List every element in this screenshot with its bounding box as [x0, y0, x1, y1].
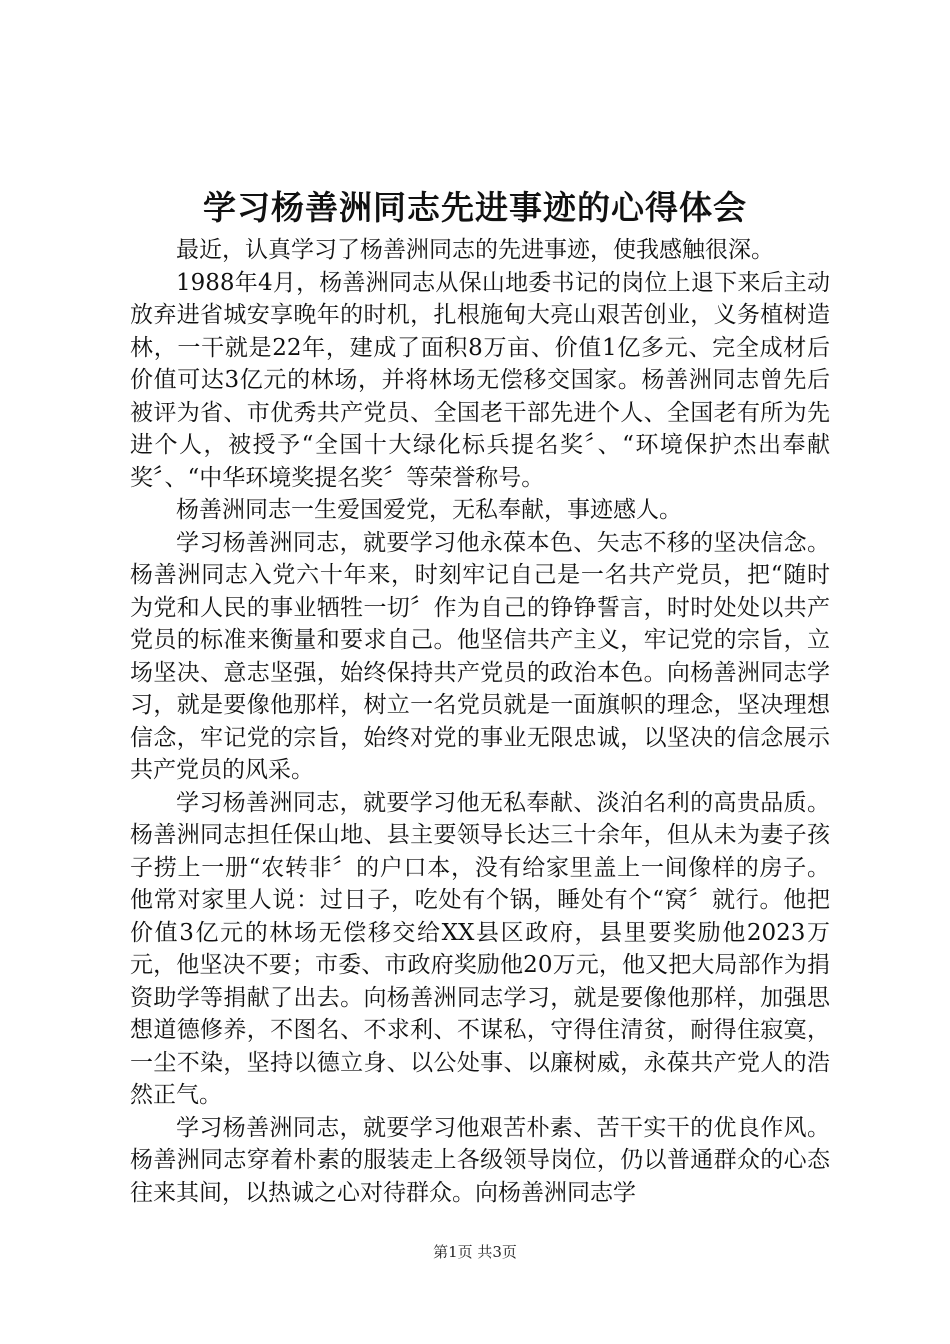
paragraph: 最近，认真学习了杨善洲同志的先进事迹，使我感触很深。 [176, 237, 774, 263]
paragraph: 杨善洲同志一生爱国爱党，无私奉献，事迹感人。 [176, 497, 682, 523]
document-body [130, 234, 830, 1209]
page-title: 学习杨善洲同志先进事迹的心得体会 [203, 188, 747, 227]
paragraph: 学习杨善洲同志，就要学习他艰苦朴素、苦干实干的优良作风。杨善洲同志穿着朴素的服装走上各级领导岗位，仍以普通群众的心态往来其间，以热诚之心对待群众。向杨善洲同志学 [130, 1114, 830, 1206]
paragraph: 1988年4月，杨善洲同志从保山地委书记的岗位上退下来后主动放弃进省城安享晚年的时机，扎根施甸大亮山艰苦创业，义务植树造林，一干就是22年，建成了面积8万亩、价值1亿多元、完全成材后价值可达3亿元的林场，并将林场无偿移交国家。杨善洲同志曾先后被评为省、市优秀共产党员、全国老干部先进个人、全国老有所为先进个人，被授予“全国十大绿化标兵提名奖〞、“环境保护杰出奉献奖〞、“中华环境奖提名奖〞等荣誉称号。 [130, 269, 830, 491]
paragraph: 学习杨善洲同志，就要学习他无私奉献、淡泊名利的高贵品质。杨善洲同志担任保山地、县主要领导长达三十余年，但从未为妻子孩子捞上一册“农转非〞的户口本，没有给家里盖上一间像样的房子。他常对家里人说：过日子，吃处有个锅，睡处有个“窝〞就行。他把价值3亿元的林场无偿移交给XX县区政府，县里要奖励他2023万元，他坚决不要；市委、市政府奖励他20万元，他又把大局部作为捐资助学等捐献了出去。向杨善洲同志学习，就是要像他那样，加强思想道德修养，不图名、不求利、不谋私，守得住清贫，耐得住寂寞，一尘不染，坚持以德立身、以公处事、以廉树威，永葆共产党人的浩然正气。 [130, 789, 830, 1108]
paragraph: 学习杨善洲同志，就要学习他永葆本色、矢志不移的坚决信念。杨善洲同志入党六十年来，时刻牢记自己是一名共产党员，把“随时为党和人民的事业牺牲一切〞作为自己的铮铮誓言，时时处处以共产党员的标准来衡量和要求自己。他坚信共产主义，牢记党的宗旨，立场坚决、意志坚强，始终保持共产党员的政治本色。向杨善洲同志学习，就是要像他那样，树立一名党员就是一面旗帜的理念，坚决理想信念，牢记党的宗旨，始终对党的事业无限忠诚，以坚决的信念展示共产党员的风采。 [130, 529, 830, 783]
page-footer: 第1页 共3页 [433, 1243, 517, 1261]
